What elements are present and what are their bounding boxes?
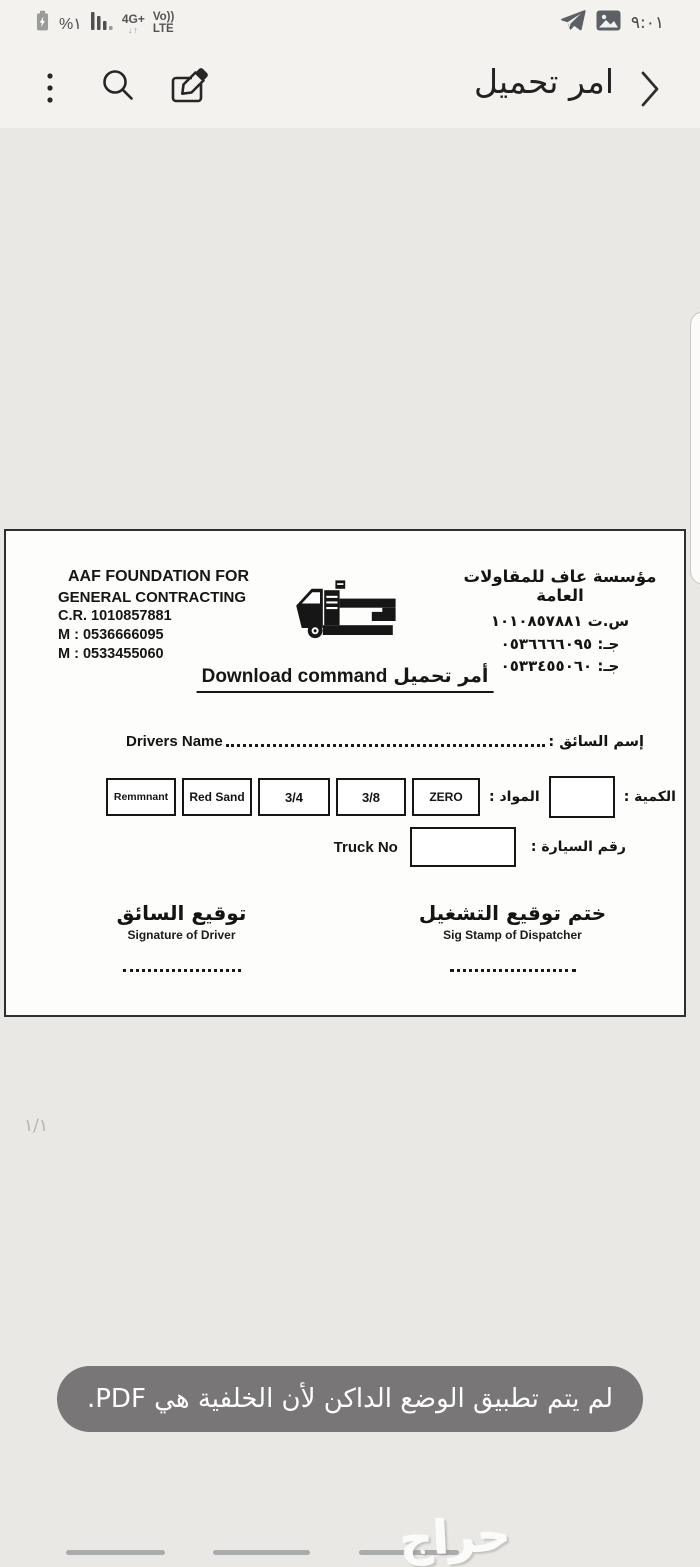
driver-signature-label-ar: توقيع السائق [116,901,247,925]
material-option-remmnant: Remmnant [106,778,176,816]
truck-no-label-ar: رقم السيارة : [530,839,626,855]
dispatcher-stamp-label-en: Sig Stamp of Dispatcher [443,928,582,942]
material-option-3-8: 3/8 [336,778,406,816]
dark-mode-toast: لم يتم تطبيق الوضع الداكن لأن الخلفية هي PDF. [57,1366,643,1432]
company-cr-arabic: س.ت ١٠١٠٨٥٧٨٨١ [490,612,630,630]
battery-charging-icon [34,9,51,38]
company-mobile-1-arabic: جـ: ٠٥٣٦٦٦٦٠٩٥ [500,634,620,653]
back-chevron-icon[interactable] [638,70,662,113]
status-bar-system-icons [34,9,174,38]
signal-strength-icon [90,11,114,36]
status-bar-notifications [560,9,664,37]
page-number-indicator: ١/١ [24,1116,48,1136]
volte-indicator [153,12,175,35]
driver-name-label-en: Drivers Name [126,733,223,750]
form-title-english: Download command [201,666,388,687]
driver-name-label-ar: إسم السائق : [548,734,644,750]
company-mobile-1: M : 0536666095 [58,627,164,644]
dispatcher-stamp-label-ar: ختم توقيع التشغيل [418,901,607,925]
company-mobile-2: M : 0533455060 [58,645,164,662]
truck-no-label-en: Truck No [333,838,398,856]
lte-label: LTE [152,22,174,35]
search-icon[interactable] [98,66,138,111]
materials-row [106,776,676,818]
truck-no-field-box [410,827,516,867]
form-title [197,665,494,693]
dispatcher-stamp-block [385,901,640,972]
company-truck-logo-icon [292,569,404,645]
company-cr-number: C.R. 1010857881 [58,608,172,625]
company-info-english [58,567,249,664]
page-title: امر تحميل [473,62,614,101]
driver-signature-block [64,901,299,972]
haraj-watermark: حراج [398,1507,513,1567]
nav-recents-button[interactable] [66,1550,165,1555]
signature-dotted-line [123,969,241,972]
data-activity-arrows-icon: ↓↑ [127,24,139,35]
truck-number-row [334,827,629,867]
signature-dotted-line [450,969,576,972]
company-name-arabic: مؤسسة عاف للمقاولات العامة [463,567,657,605]
quantity-field-box [549,776,615,818]
pdf-viewer-canvas[interactable] [0,128,700,1567]
status-bar-clock: ٩:٠١ [630,13,664,33]
mobile-network-indicator [122,13,145,35]
dotted-fill-line [226,744,546,747]
material-option-3-4: 3/4 [258,778,330,816]
battery-percent: %١ [59,15,82,33]
scrollbar-handle[interactable] [690,311,700,585]
quantity-label: الكمية : [623,789,676,805]
material-option-red-sand: Red Sand [182,778,252,816]
network-type: 4G+ [121,11,145,26]
gallery-notification-icon [596,10,621,36]
company-name-line: AAF FOUNDATION FOR [68,568,250,585]
nav-home-button[interactable] [213,1550,310,1555]
edit-icon[interactable] [170,66,212,111]
pdf-page[interactable] [4,529,686,1017]
overflow-menu-icon[interactable] [46,72,54,111]
driver-name-row [126,733,644,750]
material-option-zero: ZERO [412,778,480,816]
materials-label: المواد : [489,789,540,805]
company-mobile-2-arabic: جـ: ٠٥٣٣٤٥٥٠٦٠ [500,657,620,675]
telegram-notification-icon [560,9,586,37]
company-info-arabic [460,567,660,678]
company-name-line: GENERAL CONTRACTING [58,588,247,606]
volte-label: Vo)) [152,11,175,23]
top-app-area [0,0,700,128]
signatures-row [64,901,640,972]
form-title-arabic: أمر تحميل [393,665,489,687]
driver-signature-label-en: Signature of Driver [127,928,236,942]
